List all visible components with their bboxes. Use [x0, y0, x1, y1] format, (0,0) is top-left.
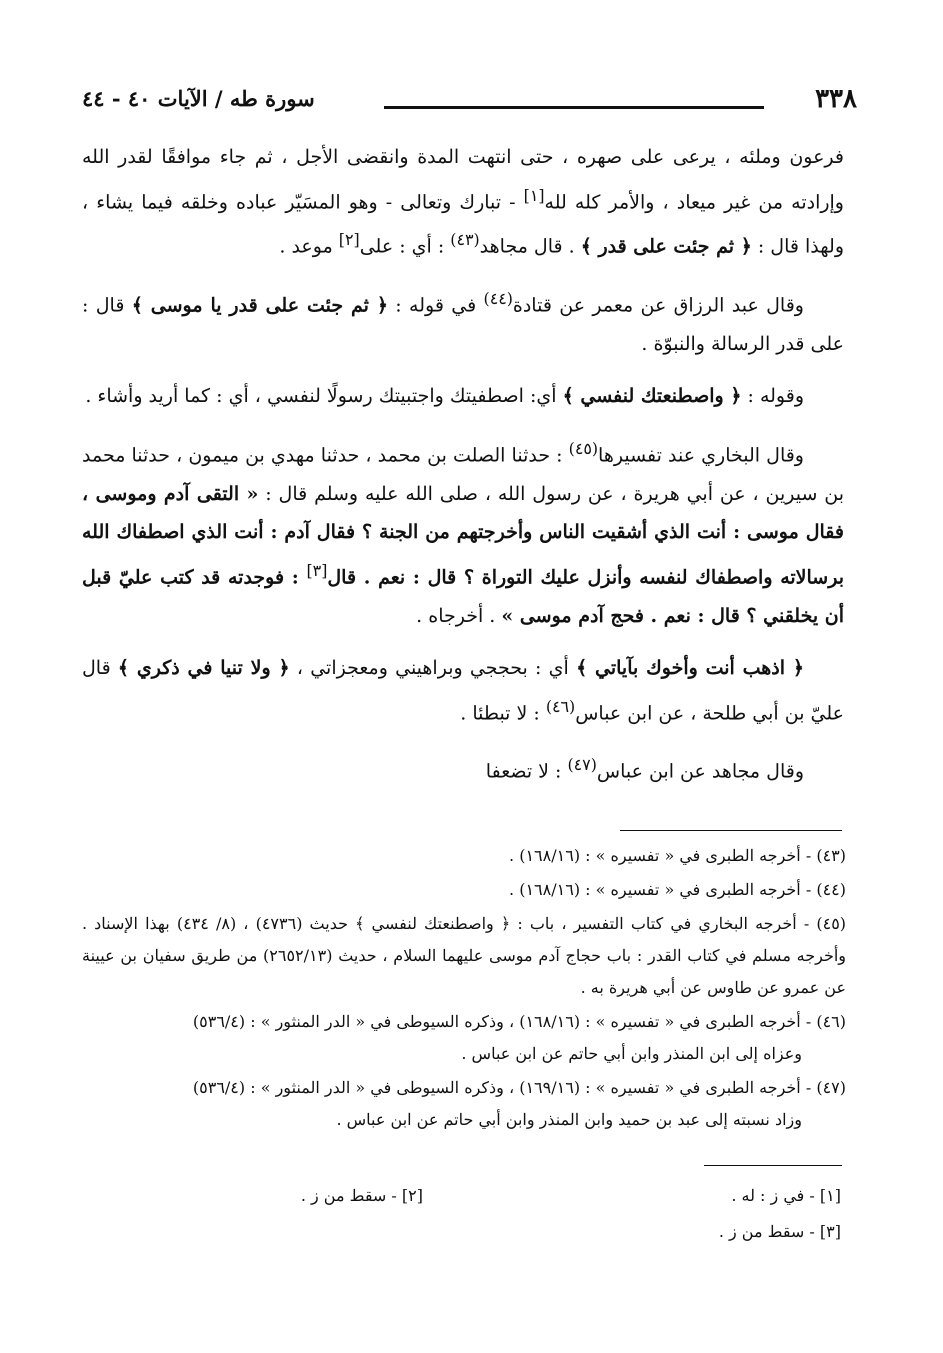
- footnote-text: أخرجه البخاري في كتاب التفسير ، باب : ﴿ واصطنعتك لنفسي ﴾ حديث (٤٧٣٦) ، (٨/ ٤٣٤) بهذا الإسناد . وأخرجه مسلم في كتاب القدر : باب حجاج آدم موسى عليهما السلام ، حديث (٢٦٥٢/١٣) من طريق سفيان بن عيينة عن عمرو عن طاوس عن أبي هريرة به .: [82, 914, 846, 997]
- note-reference: (٤٣): [450, 230, 480, 250]
- footnote-number: (٤٣) -: [805, 846, 846, 865]
- note-reference: (٤٦): [545, 696, 576, 716]
- quoted-text: ﴿ ولا تنيا في ذكري ﴾: [117, 657, 290, 680]
- running-title: سورة طه / الآيات ٤٠ - ٤٤: [82, 86, 315, 111]
- header-rule: [384, 106, 764, 109]
- paragraph-text: . قال مجاهد: [479, 235, 581, 258]
- note-reference: (٤٥): [568, 438, 599, 458]
- footnote-number: (٤٤) -: [805, 880, 846, 899]
- quoted-text: « التقى آدم وموسى ، فقال موسى : أنت الذي أشقيت الناس وأخرجتهم من الجنة ؟ فقال آدم : أنت الذي اصطفاك الله برسالاته واصطفاك لنفسه وأنزل عليك التوراة ؟ قال : نعم . قال: [82, 482, 844, 589]
- paragraph-text: : أي : على: [359, 235, 451, 258]
- paragraph-text: قال عليّ بن أبي طلحة ، عن ابن عباس: [82, 657, 844, 724]
- paragraph: [82, 746, 844, 791]
- footnote-text: أخرجه الطبرى في « تفسيره » : (١٦٨/١٦) .: [509, 846, 801, 865]
- paragraph: [82, 280, 844, 363]
- main-text: [82, 138, 844, 805]
- quoted-text: ﴿ ثم جئت على قدر ﴾: [580, 235, 752, 258]
- textual-note-number: [١] -: [809, 1186, 841, 1205]
- note-reference: (٤٧): [567, 755, 597, 775]
- paragraph-text: فرعون وملئه ، يرعى على صهره ، حتى انتهت المدة وانقضى الأجل ، ثم جاء موافقًا لقدر الله وإرادته من غير ميعاد ، والأمر كله لله: [82, 146, 844, 213]
- quoted-text: ﴿ واصطنعتك لنفسي ﴾: [562, 385, 742, 408]
- quoted-text: ﴿ اذهب أنت وأخوك بآياتي ﴾: [576, 657, 804, 680]
- footnote-number: (٤٧) -: [805, 1078, 846, 1097]
- paragraph-text: - تبارك وتعالى - وهو المسَيّر عباده وخلقه فيما يشاء ، ولهذا قال :: [82, 190, 844, 258]
- page-number: ٣٣٨: [815, 84, 857, 114]
- footnote-continuation: وزاد نسبته إلى عبد بن حميد وابن المنذر وابن أبي حاتم عن ابن عباس .: [336, 1110, 802, 1129]
- quoted-text: ﴿ ثم جئت على قدر يا موسى ﴾: [131, 294, 388, 317]
- note-reference: (٤٤): [483, 289, 513, 309]
- footnote-number: (٤٥) -: [803, 914, 847, 933]
- footnote: [82, 1072, 846, 1136]
- footnote: [82, 840, 846, 872]
- paragraph-text: قال : على قدر الرسالة والنبوّة .: [82, 294, 844, 355]
- quoted-text: : فوجدته قد كتب عليّ قبل أن يخلقني ؟ قال : نعم . فحج آدم موسى »: [82, 566, 844, 627]
- footnote: [82, 1006, 846, 1070]
- footnote-text: أخرجه الطبرى في « تفسيره » : (١٦٨/١٦) ، وذكره السيوطى في « الدر المنثور » : (٥٣٦/٤): [192, 1012, 801, 1031]
- footnote: [82, 874, 846, 906]
- textual-note: [719, 1222, 841, 1241]
- textual-notes-separator: [704, 1165, 842, 1166]
- footnote-text: أخرجه الطبرى في « تفسيره » : (١٦٨/١٦) .: [509, 880, 801, 899]
- paragraph: [82, 430, 844, 635]
- paragraph-text: وقوله :: [741, 385, 804, 408]
- textual-note-text: سقط من ز .: [300, 1186, 387, 1205]
- paragraph-text: موعد .: [279, 235, 339, 258]
- paragraph: [82, 649, 844, 732]
- paragraph: [82, 138, 844, 266]
- textual-note: [731, 1186, 841, 1205]
- textual-note-number: [٢] -: [391, 1186, 423, 1205]
- footnote-number: (٤٦) -: [805, 1012, 846, 1031]
- paragraph-text: : حدثنا الصلت بن محمد ، حدثنا مهدي بن ميمون ، حدثنا محمد بن سيرين ، عن أبي هريرة ، عن رسول الله ، صلى الله عليه وسلم قال :: [82, 444, 844, 505]
- paragraph: [82, 377, 844, 416]
- textual-note-text: سقط من ز .: [718, 1222, 805, 1241]
- note-reference: [٢]: [338, 230, 360, 250]
- textual-note: [301, 1186, 423, 1205]
- paragraph-text: في قوله :: [387, 294, 484, 317]
- paragraph-text: وقال البخاري عند تفسيرها: [598, 444, 804, 467]
- note-reference: [١]: [523, 185, 545, 205]
- paragraph-text: : لا تبطئا .: [460, 701, 546, 724]
- textual-note-text: في ز : له .: [731, 1186, 805, 1205]
- footnote: [82, 908, 846, 1004]
- paragraph-text: وقال مجاهد عن ابن عباس: [596, 760, 804, 783]
- footnotes: [82, 840, 846, 1138]
- footnote-text: أخرجه الطبرى في « تفسيره » : (١٦٩/١٦) ، وذكره السيوطى في « الدر المنثور » : (٥٣٦/٤): [192, 1078, 801, 1097]
- paragraph-text: : لا تضعفا: [485, 760, 568, 783]
- note-reference: [٣]: [306, 560, 328, 580]
- paragraph-text: . أخرجاه .: [416, 604, 502, 627]
- paragraph-text: أي: اصطفيتك واجتبيتك رسولًا لنفسي ، أي : كما أريد وأشاء .: [85, 385, 563, 408]
- textual-note-number: [٣] -: [809, 1222, 841, 1241]
- footnote-separator: [620, 830, 842, 831]
- footnote-continuation: وعزاه إلى ابن المنذر وابن أبي حاتم عن ابن عباس .: [461, 1044, 802, 1063]
- paragraph-text: أي : بحججي وبراهيني ومعجزاتي ،: [289, 657, 577, 680]
- paragraph-text: وقال عبد الرزاق عن معمر عن قتادة: [512, 294, 804, 317]
